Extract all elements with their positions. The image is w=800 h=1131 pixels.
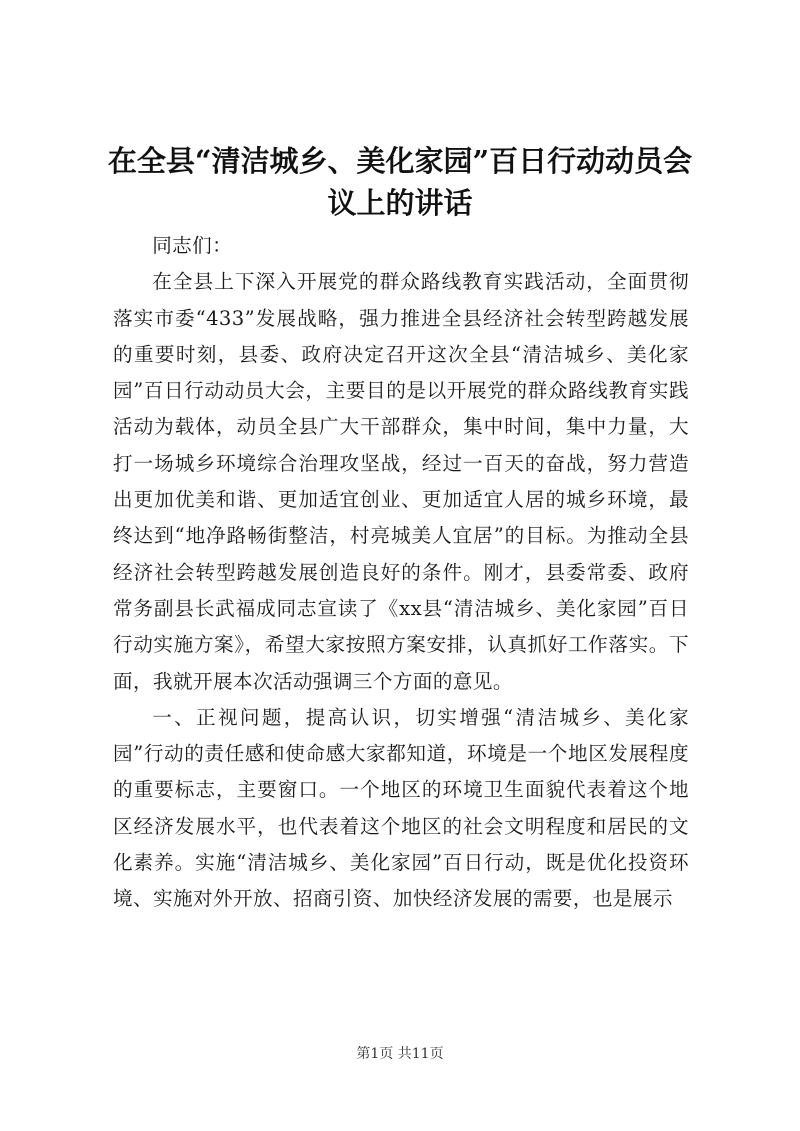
page-number-footer: 第1页 共11页 (356, 1046, 444, 1062)
document-body (113, 228, 689, 918)
paragraph-1: 在全县上下深入开展党的群众路线教育实践活动，全面贯彻落实市委“433”发展战略，强力推进全县经济社会转型跨越发展的重要时刻，县委、政府决定召开这次全县“清洁城乡、美化家园”百日行动动员大会，主要目的是以开展党的群众路线教育实践活动为载体，动员全县广大干部群众，集中时间，集中力量，大打一场城乡环境综合治理攻坚战，经过一百天的奋战，努力营造出更加优美和谐、更加适宜创业、更加适宜人居的城乡环境，最终达到“地净路畅街整洁，村亮城美人宜居”的目标。为推动全县经济社会转型跨越发展创造良好的条件。刚才，县委常委、政府常务副县长武福成同志宣读了《xx县“清洁城乡、美化家园”百日行动实施方案》，希望大家按照方案安排，认真抓好工作落实。下面，我就开展本次活动强调三个方面的意见。 (113, 270, 689, 693)
paragraph-2: 一、正视问题，提高认识，切实增强“清洁城乡、美化家园”行动的责任感和使命感大家都知道，环境是一个地区发展程度的重要标志，主要窗口。一个地区的环境卫生面貌代表着这个地区经济发展水平，也代表着这个地区的社会文明程度和居民的文化素养。实施“清洁城乡、美化家园”百日行动，既是优化投资环境、实施对外开放、招商引资、加快经济发展的需要，也是展示 (113, 705, 689, 911)
salutation: 同志们： (152, 234, 233, 257)
document-title: 在全县“清洁城乡、美化家园”百日行动动员会议上的讲话 (107, 144, 693, 220)
